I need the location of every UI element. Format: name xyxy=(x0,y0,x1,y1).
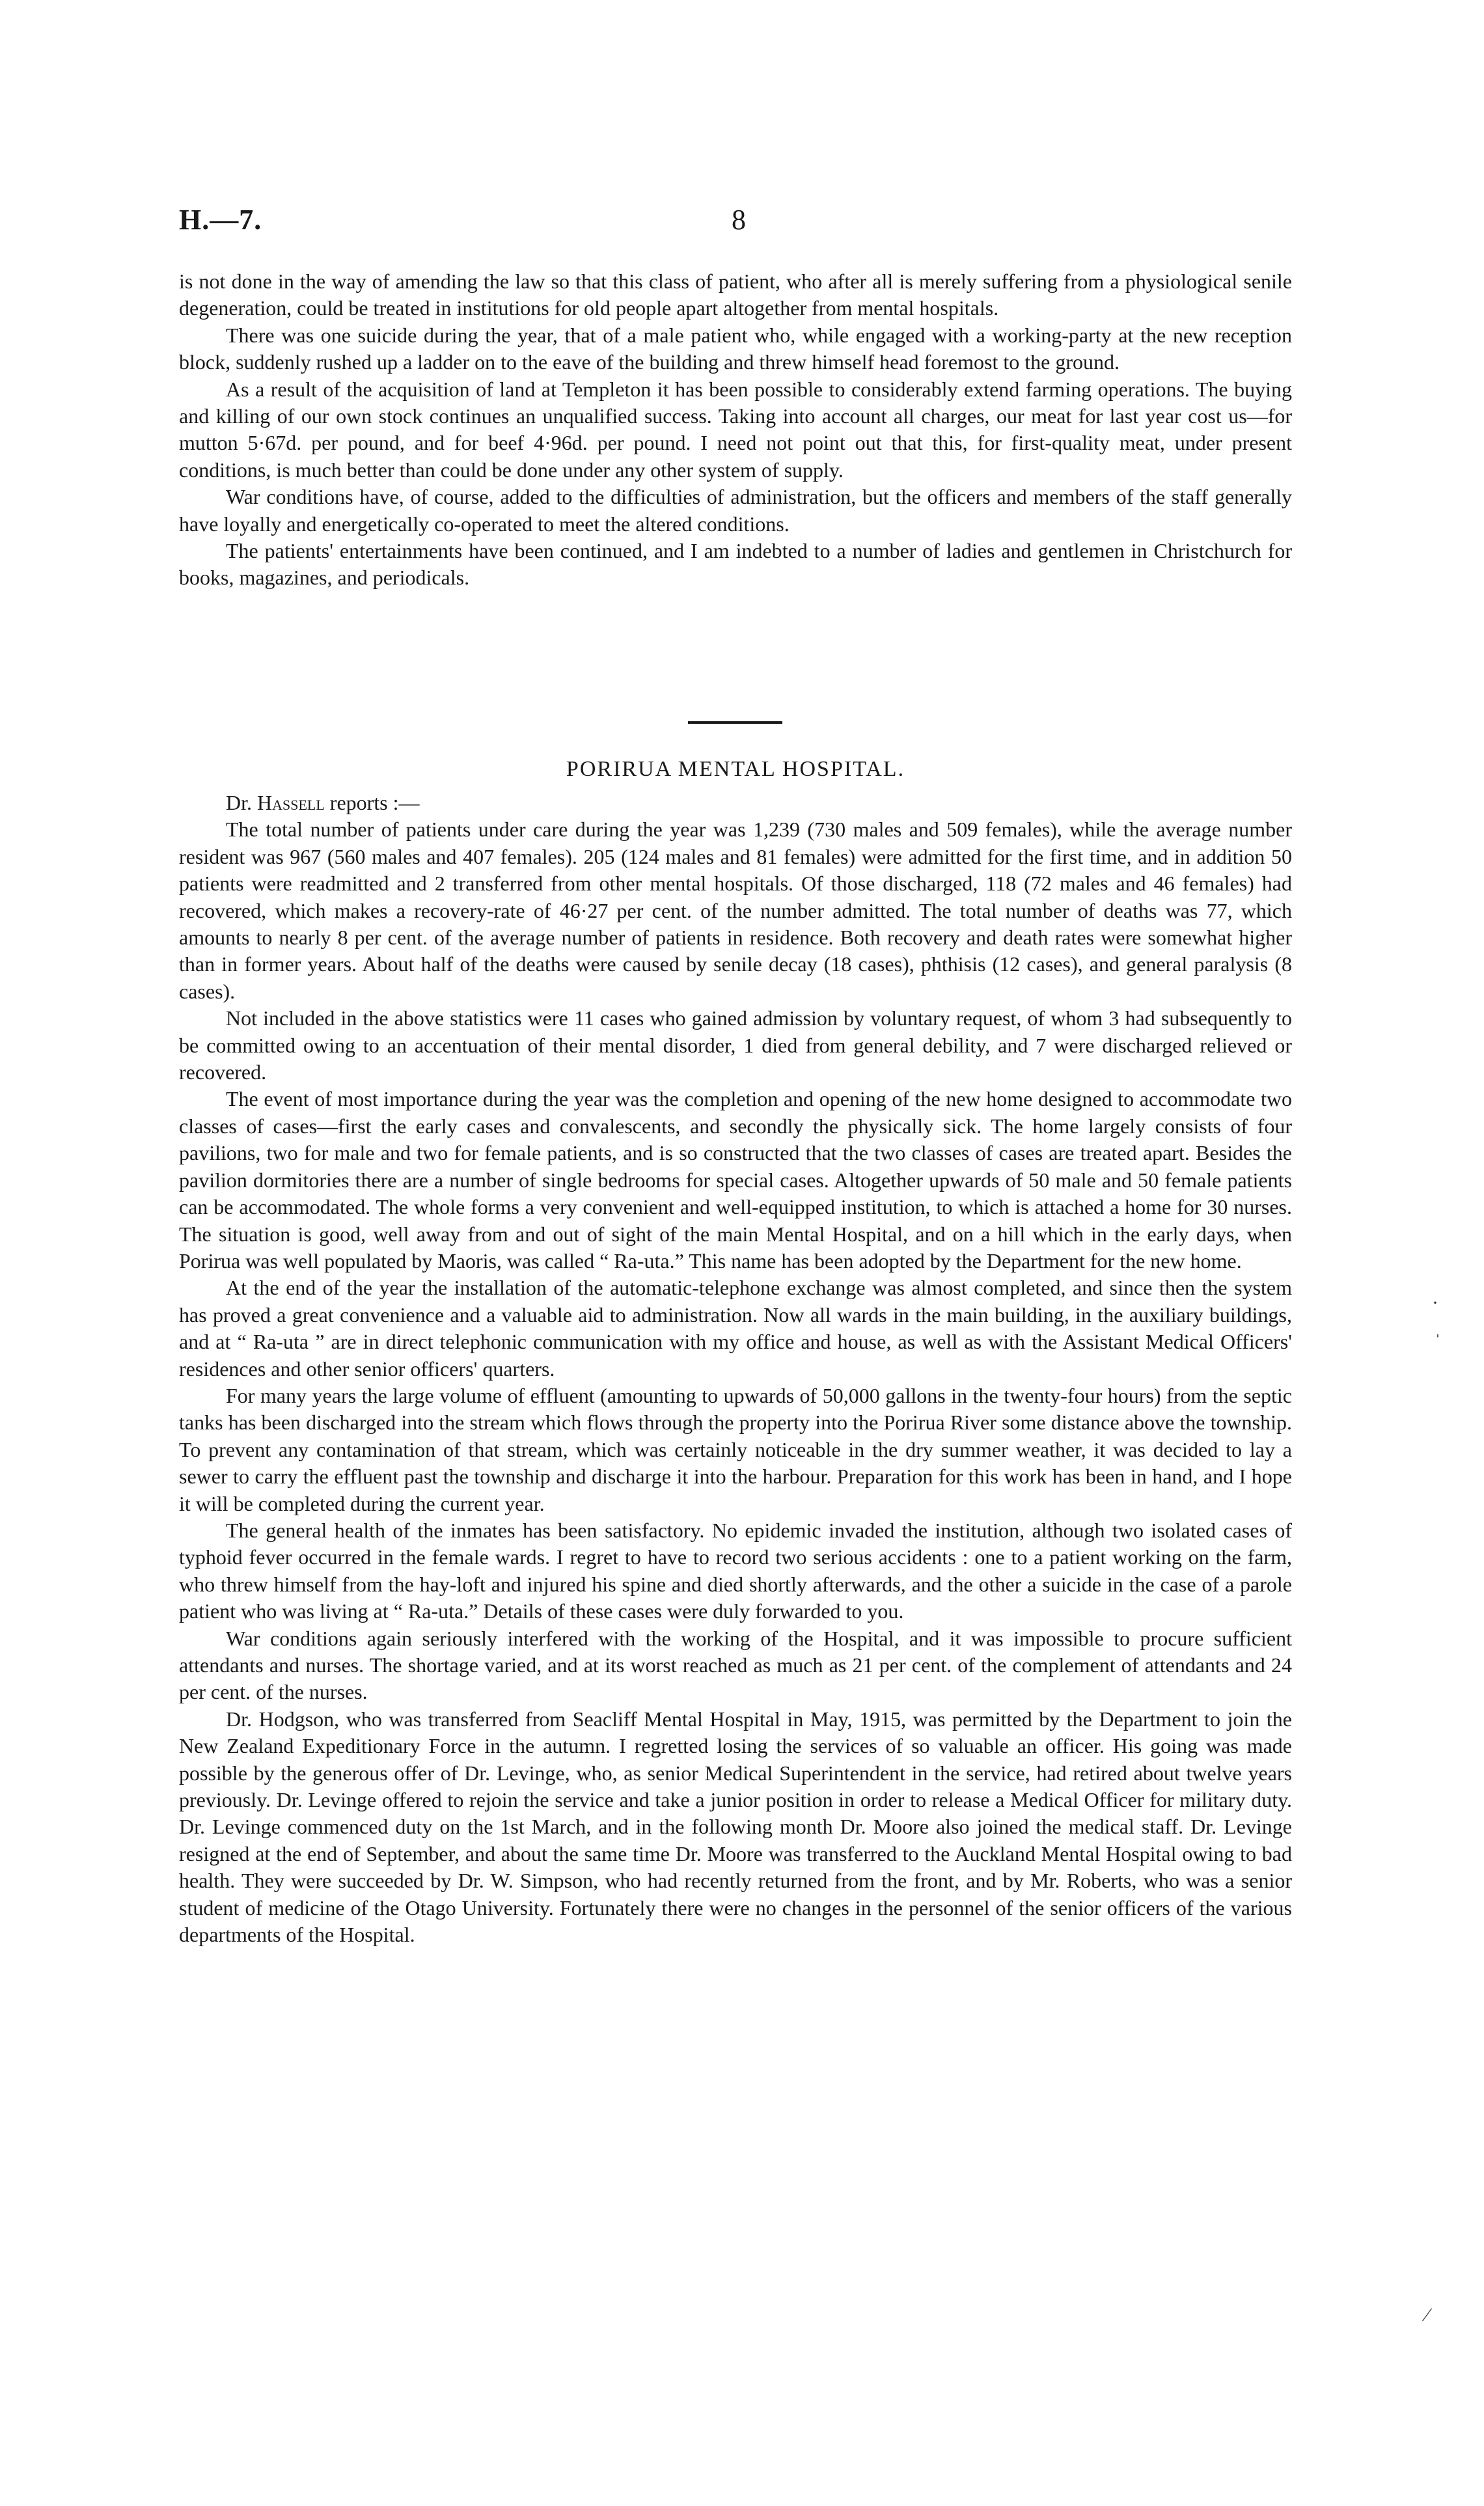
section-divider xyxy=(688,721,782,724)
margin-mark: ⁄ xyxy=(1425,2304,1429,2326)
paragraph: The general health of the inmates has been satisfactory. No epidemic invaded the institution, although two isolated cases of typhoid fever occurred in the female wards. I regret to have to record two serious accidents : one to a patient working on the farm, who threw himself from the hay-loft and injured his spine and died shortly afterwards, and the other a suicide in the case of a parole patient who was living at “ Ra-uta.” Details of these cases were duly forwarded to you. xyxy=(179,1518,1292,1623)
paragraph: As a result of the acquisition of land at Templeton it has been possible to considerably extend farming operations. The buying and killing of our own stock continues an unqualified success. Taking into account all charges, our meat for last year cost us—for mutton 5·67d. per pound, and for beef 4·96d. per pound. I need not point out that this, for first-quality meat, under present conditions, is much better than could be done under any other system of supply. xyxy=(179,377,1292,482)
paragraph: For many years the large volume of effluent (amounting to upwards of 50,000 gallons in the twenty-four hours) from the septic tanks has been discharged into the stream which flows through the property into the Porirua River some distance above the township. To prevent any contamination of that stream, which was certainly noticeable in the dry summer weather, it was decided to lay a sewer to carry the effluent past the township and discharge it into the harbour. Preparation for this work has been in hand, and I hope it will be completed during the current year. xyxy=(179,1383,1292,1515)
paragraph: The patients' entertainments have been continued, and I am indebted to a number of ladies and gentlemen in Christchurch for books, magazines, and periodicals. xyxy=(179,539,1292,590)
margin-mark: · xyxy=(1432,1292,1438,1314)
continuation-text xyxy=(179,268,1292,592)
section-heading: PORIRUA MENTAL HOSPITAL. xyxy=(566,757,905,781)
paragraph: War conditions again seriously interfered with the working of the Hospital, and it was impossible to procure sufficient attendants and nurses. The shortage varied, and at its worst reached as much as 21 per cent. of the complement of attendants and 24 per cent. of the nurses. xyxy=(179,1626,1292,1704)
paragraph: There was one suicide during the year, that of a male patient who, while engaged with a working-party at the new reception block, suddenly rushed up a ladder on to the eave of the building and threw himself head foremost to the ground. xyxy=(179,323,1292,374)
section-body xyxy=(179,790,1292,1948)
paragraph: Dr. Hodgson, who was transferred from Seacliff Mental Hospital in May, 1915, was permitted by the Department to join the New Zealand Expeditionary Force in the autumn. I regretted losing the services of so valuable an officer. His going was made possible by the generous offer of Dr. Levinge, who, as senior Medical Superintendent in the service, had retired about twelve years previously. Dr. Levinge offered to rejoin the service and take a junior position in order to release a Medical Officer for military duty. Dr. Levinge commenced duty on the 1st March, and in the following month Dr. Moore also joined the medical staff. Dr. Levinge resigned at the end of September, and about the same time Dr. Moore was transferred to the Auckland Mental Hospital owing to bad health. They were succeeded by Dr. W. Simpson, who had recently returned from the front, and by Mr. Roberts, who was a senior student of medicine of the Otago University. Fortunately there were no changes in the personnel of the senior officers of the various departments of the Hospital. xyxy=(179,1707,1292,1947)
paragraph: The total number of patients under care during the year was 1,239 (730 males and 509 females), while the average number resident was 967 (560 males and 407 females). 205 (124 males and 81 females) were admitted for the first time, and in addition 50 patients were readmitted and 2 transferred from other mental hospitals. Of those discharged, 118 (72 males and 46 females) had recovered, which makes a recovery-rate of 46·27 per cent. of the number admitted. The total number of deaths was 77, which amounts to nearly 8 per cent. of the average number of patients in residence. Both recovery and death rates were somewhat higher than in former years. About half of the deaths were caused by senile decay (18 cases), phthisis (12 cases), and general paralysis (8 cases). xyxy=(179,818,1292,1003)
margin-mark: ˌ xyxy=(1435,1316,1441,1338)
paragraph: At the end of the year the installation of the automatic-telephone exchange was almost completed, and since then the system has proved a great convenience and a valuable aid to administration. Now all wards in the main building, in the auxiliary buildings, and at “ Ra-uta ” are in direct telephonic communication with my office and house, as well as with the Assistant Medical Officers' residences and other senior officers' quarters. xyxy=(179,1276,1292,1381)
reporter-line xyxy=(179,790,1292,816)
paragraph: is not done in the way of amending the law so that this class of patient, who after all is merely suffering from a physiological senile degeneration, could be treated in institutions for old people apart altogether from mental hospitals. xyxy=(179,269,1292,320)
page-header xyxy=(179,203,1298,242)
reporter-suffix: reports :— xyxy=(324,791,420,814)
paragraph: Not included in the above statistics were 11 cases who gained admission by voluntary request, of whom 3 had subsequently to be committed owing to an accentuation of their mental disorder, 1 died from general debility, and 7 were discharged relieved or recovered. xyxy=(179,1006,1292,1084)
reporter-prefix: Dr. xyxy=(226,791,257,814)
reporter-name: Hassell xyxy=(257,791,325,814)
paragraph: The event of most importance during the year was the completion and opening of the new home designed to accommodate two classes of cases—first the early cases and convalescents, and secondly the physically sick. The home largely consists of four pavilions, two for male and two for female patients, and is so constructed that the two classes of cases are treated apart. Besides the pavilion dormitories there are a number of single bedrooms for special cases. Altogether upwards of 50 male and 50 female patients can be accommodated. The whole forms a very convenient and well-equipped institution, to which is attached a home for 30 nurses. The situation is good, well away from and out of sight of the main Mental Hospital, and on a hill which in the early days, when Porirua was well populated by Maoris, was called “ Ra-uta.” This name has been adopted by the Department for the new home. xyxy=(179,1087,1292,1273)
document-reference: H.—7. xyxy=(179,204,262,236)
paragraph: War conditions have, of course, added to the difficulties of administration, but the officers and members of the staff generally have loyally and energetically co-operated to meet the altered conditions. xyxy=(179,485,1292,536)
page-number: 8 xyxy=(732,204,746,236)
